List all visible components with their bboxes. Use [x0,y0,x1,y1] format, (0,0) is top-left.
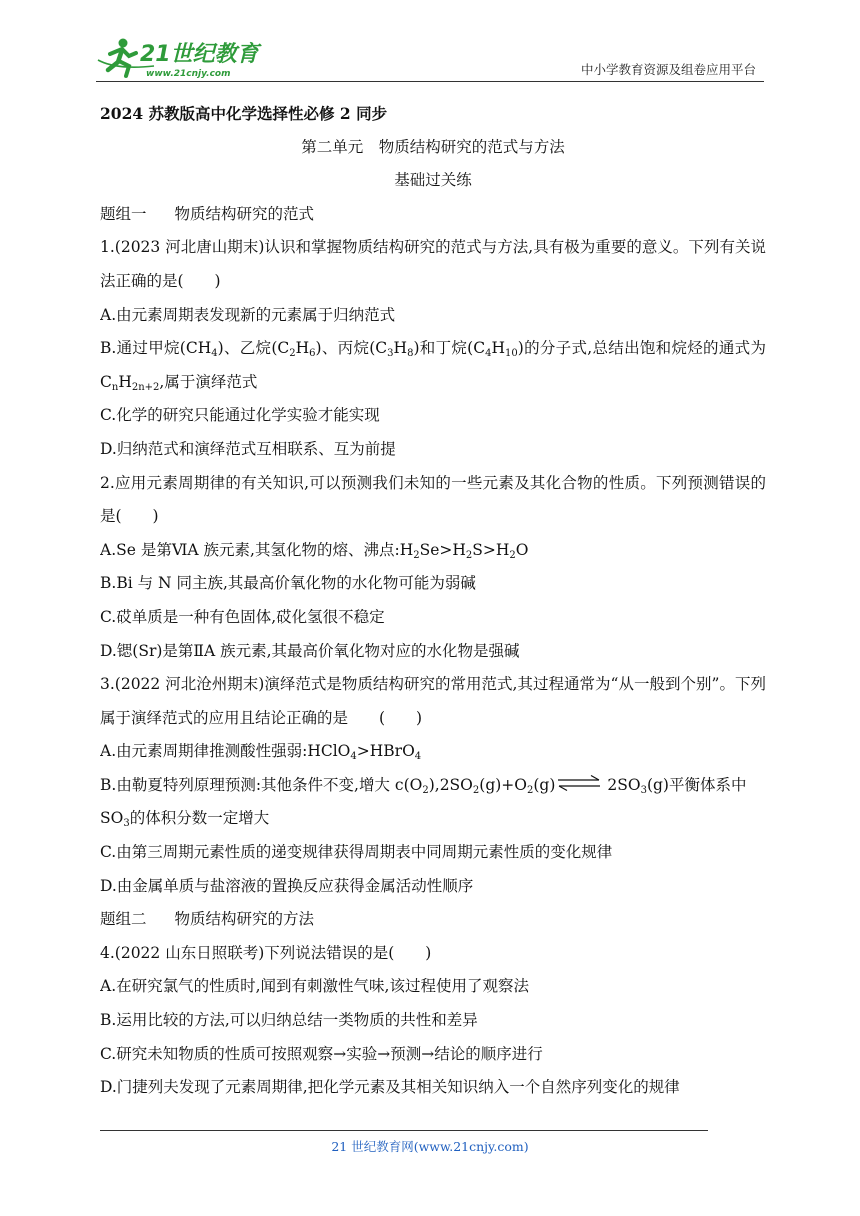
q1-option-d: D.归纳范式和演绎范式互相联系、互为前提 [100,439,396,458]
q4-option-d: D.门捷列夫发现了元素周期律,把化学元素及其相关知识纳入一个自然序列变化的规律 [100,1078,680,1097]
logo-url-text: www.21cnjy.com [146,69,231,79]
question-4-stem: 4.(2022 山东日照联考)下列说法错误的是( ) [100,943,432,962]
q4-option-c: C.研究未知物质的性质可按照观察→实验→预测→结论的顺序进行 [100,1044,543,1063]
document-body [100,97,766,1105]
question-3-stem: 3.(2022 河北沧州期末)演绎范式是物质结构研究的常用范式,其过程通常为“从一般到个别”。下列属于演绎范式的应用且结论正确的是 ( ) [100,675,766,727]
group-label: 题组一 [100,204,147,223]
q3-option-b: B.由勒夏特列原理预测:其他条件不变,增大 $c(O_2),2SO_2(g)+O_2(g)$ $2SO_3(g)$平衡体系中 [100,775,747,796]
footer-link[interactable]: 21 世纪教育网(www.21cnjy.com) [331,1139,529,1154]
footer-divider [100,1130,708,1131]
platform-name: 中小学教育资源及组卷应用平台 [580,62,756,77]
q2-option-c: C.砹单质是一种有色固体,砹化氢很不稳定 [100,607,385,626]
header-divider [96,81,764,82]
q3-option-b-continued: $SO_3$的体积分数一定增大 [100,809,270,830]
q1-option-c: C.化学的研究只能通过化学实验才能实现 [100,406,380,425]
q2-option-a: A.Se 是第ⅥA 族元素,其氢化物的熔、沸点$:H_2Se>H_2S>H_2O$ [100,540,529,561]
group-heading-1 [100,198,766,232]
q3-option-a: A.由元素周期律推测酸性强弱:HClO$_4$>HBrO$_4$ [100,742,422,763]
group-title: 物质结构研究的方法 [174,910,315,929]
logo-text: 21世纪教育 [140,42,259,67]
q3-option-c: C.由第三周期元素性质的递变规律获得周期表中同周期元素性质的变化规律 [100,843,613,862]
q3-option-d: D.由金属单质与盐溶液的置换反应获得金属活动性顺序 [100,876,474,895]
group-label: 题组二 [100,910,147,929]
site-logo [96,36,266,80]
group-heading-2 [100,903,766,937]
q1-option-a: A.由元素周期表发现新的元素属于归纳范式 [100,305,396,324]
book-title: 2024 苏教版高中化学选择性必修 2 同步 [100,104,388,123]
q1-option-b: B.通过甲烷$(CH_4)$、乙烷$(C_2H_6)$、丙烷$(C_3H_8)$和丁烷$(C_4H_{10})$的分子式,总结出饱和烷烃的通式为 $C_nH_{2n+2}$,属于演绎范式 [100,339,766,393]
q4-option-a: A.在研究氯气的性质时,闻到有刺激性气味,该过程使用了观察法 [100,977,529,996]
q2-option-d: D.锶(Sr)是第ⅡA 族元素,其最高价氧化物对应的水化物是强碱 [100,641,520,660]
question-1-stem: 1.(2023 河北唐山期末)认识和掌握物质结构研究的范式与方法,具有极为重要的意义。下列有关说法正确的是( ) [100,238,766,290]
q2-option-b: B.Bi 与 N 同主族,其最高价氧化物的水化物可能为弱碱 [100,574,476,593]
unit-title: 第二单元 物质结构研究的范式与方法 [301,137,565,156]
equilibrium-arrow-icon [557,774,601,792]
q4-option-b: B.运用比较的方法,可以归纳总结一类物质的共性和差异 [100,1011,478,1030]
group-title: 物质结构研究的范式 [174,204,315,223]
question-2-stem: 2.应用元素周期律的有关知识,可以预测我们未知的一些元素及其化合物的性质。下列预测错误的是( ) [100,473,766,526]
section-title: 基础过关练 [394,171,472,190]
